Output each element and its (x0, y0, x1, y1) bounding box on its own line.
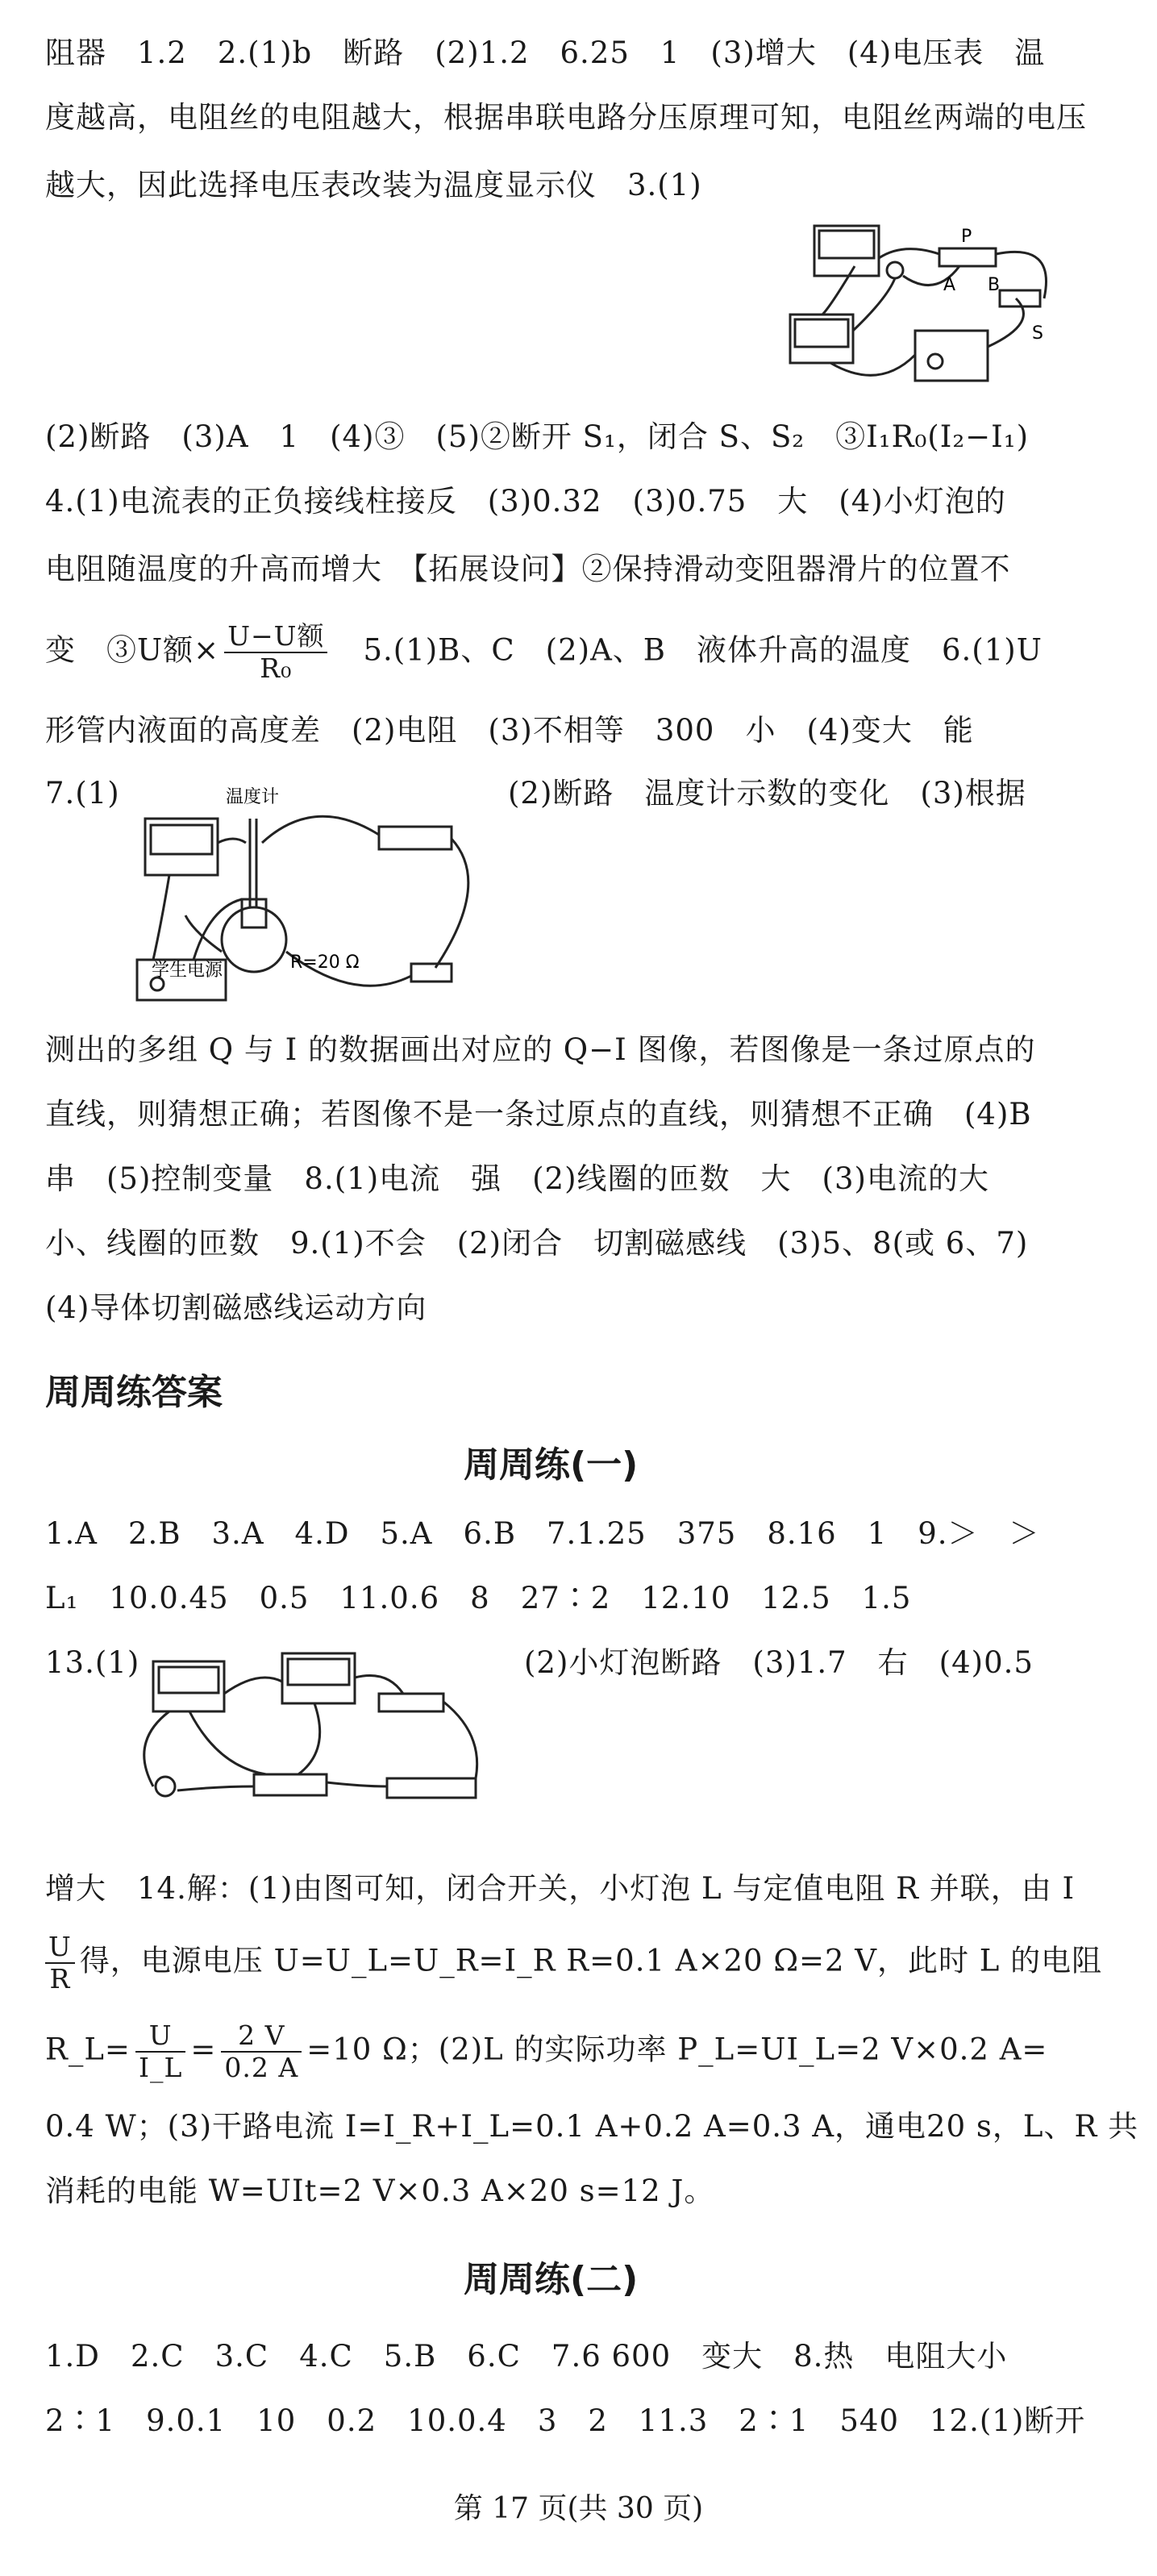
fraction-denominator: R₀ (260, 652, 293, 684)
section-title-2: 周周练(二) (464, 2259, 639, 2300)
answer-line-11: 直线，则猜想正确；若图像不是一条过原点的直线，则猜想不正确 (4)B (45, 1097, 1032, 1132)
label-p: P (961, 227, 972, 247)
label-a: A (943, 275, 956, 295)
answer-line-6: 电阻随温度的升高而增大 【拓展设问】②保持滑动变阻器滑片的位置不 (45, 552, 1011, 586)
circuit-figure-7 (113, 778, 500, 1012)
text-7b: 5.(1)B、C (2)A、B 液体升高的温度 6.(1)U (332, 632, 1043, 668)
answer-line-12: 串 (5)控制变量 8.(1)电流 强 (2)线圈的匝数 大 (3)电流的大 (45, 1161, 989, 1196)
circuit-figure-13 (121, 1645, 500, 1831)
answer-line-1: 阻器 1.2 2.(1)b 断路 (2)1.2 6.25 1 (3)增大 (4)电压表 温 (45, 35, 1046, 70)
fraction-denominator: R (49, 1962, 71, 1995)
answer-line-10: 测出的多组 Q 与 I 的数据画出对应的 Q−I 图像，若图像是一条过原点的 (45, 1032, 1036, 1067)
fraction-u-over-il (135, 2020, 185, 2083)
week2-line-2: 2∶1 9.0.1 10 0.2 10.0.4 3 2 11.3 2∶1 540 12.(1)断开 (45, 2403, 1086, 2438)
text-7a: 变 ③U额× (45, 632, 220, 668)
answer-line-7 (45, 621, 1043, 684)
fraction-numerator: U−U额 (224, 621, 327, 653)
section-heading: 周周练答案 (45, 1372, 223, 1413)
answer-line-4: (2)断路 (3)A 1 (4)③ (5)②断开 S₁，闭合 S、S₂ ③I₁R₀(I₂−I₁) (45, 419, 1030, 454)
week1-line-1: 1.A 2.B 3.A 4.D 5.A 6.B 7.1.25 375 8.16 1 9.＞ ＞ (45, 1516, 1040, 1551)
fraction-numerator: U (135, 2020, 185, 2053)
fraction-denominator: I_L (138, 2051, 183, 2083)
fraction-denominator: 0.2 A (224, 2051, 299, 2083)
week2-line-1: 1.D 2.C 3.C 4.C 5.B 6.C 7.6 600 变大 8.热 电阻大小 (45, 2339, 1008, 2374)
week1-line-5 (45, 1932, 1102, 1995)
answer-line-9a: 7.(1) (45, 776, 120, 811)
answer-line-8: 形管内液面的高度差 (2)电阻 (3)不相等 300 小 (4)变大 能 (45, 713, 974, 748)
fraction-2v-over-02a (221, 2020, 302, 2083)
answer-line-13: 小、线圈的匝数 9.(1)不会 (2)闭合 切割磁感线 (3)5、8(或 6、7) (45, 1226, 1029, 1261)
text-w6a: R_L= (45, 2032, 131, 2067)
fraction-numerator: 2 V (221, 2020, 302, 2053)
text-w5b: 得，电源电压 U=U_L=U_R=I_R R=0.1 A×20 Ω=2 V，此时 L 的电阻 (79, 1943, 1103, 1978)
label-resistor: R=20 Ω (290, 952, 360, 973)
week1-line-4: 增大 14.解：(1)由图可知，闭合开关，小灯泡 L 与定值电阻 R 并联，由 I (45, 1871, 1076, 1906)
answer-line-14: (4)导体切割磁感线运动方向 (45, 1290, 427, 1325)
label-power: 学生电源 (152, 961, 223, 981)
answer-line-2: 度越高，电阻丝的电阻越大，根据串联电路分压原理可知，电阻丝两端的电压 (45, 100, 1087, 135)
answer-line-5: 4.(1)电流表的正负接线柱接反 (3)0.32 (3)0.75 大 (4)小灯泡的 (45, 484, 1006, 519)
week1-line-3b: (2)小灯泡断路 (3)1.7 右 (4)0.5 (524, 1645, 1034, 1680)
week1-line-3a: 13.(1) (45, 1645, 140, 1680)
text-w6b: =10 Ω；(2)L 的实际功率 P_L=UI_L=2 V×0.2 A= (306, 2032, 1048, 2067)
answer-line-3: 越大，因此选择电压表改装为温度显示仪 3.(1) (45, 168, 702, 202)
week1-line-2: L₁ 10.0.45 0.5 11.0.6 8 27∶2 12.10 12.5 1.5 (45, 1581, 912, 1615)
week1-line-7: 0.4 W；(3)干路电流 I=I_R+I_L=0.1 A+0.2 A=0.3 A，通电20 s，L、R 共 (45, 2109, 1139, 2144)
fraction-numerator: U (45, 1932, 75, 1964)
label-s: S (1032, 323, 1043, 344)
fraction-u-over-r (45, 1932, 75, 1995)
page-footer: 第 17 页(共 30 页) (453, 2492, 704, 2525)
answer-line-9b: (2)断路 温度计示数的变化 (3)根据 (508, 776, 1026, 811)
fraction (224, 621, 327, 684)
week1-line-6: R_L= $\frac{U}{I\_L}$ = $\frac{2 V}{0.2 A}$ =10 Ω；(2)L 的实际功率 P_L=UI_L=2 V×0.2 A= (45, 2020, 1048, 2083)
week1-line-8: 消耗的电能 W=UIt=2 V×0.3 A×20 s=12 J。 (45, 2174, 715, 2208)
label-thermometer: 温度计 (226, 787, 280, 807)
label-b: B (988, 275, 1001, 295)
circuit-figure-3 (774, 210, 1064, 395)
section-title-1: 周周练(一) (464, 1444, 639, 1486)
